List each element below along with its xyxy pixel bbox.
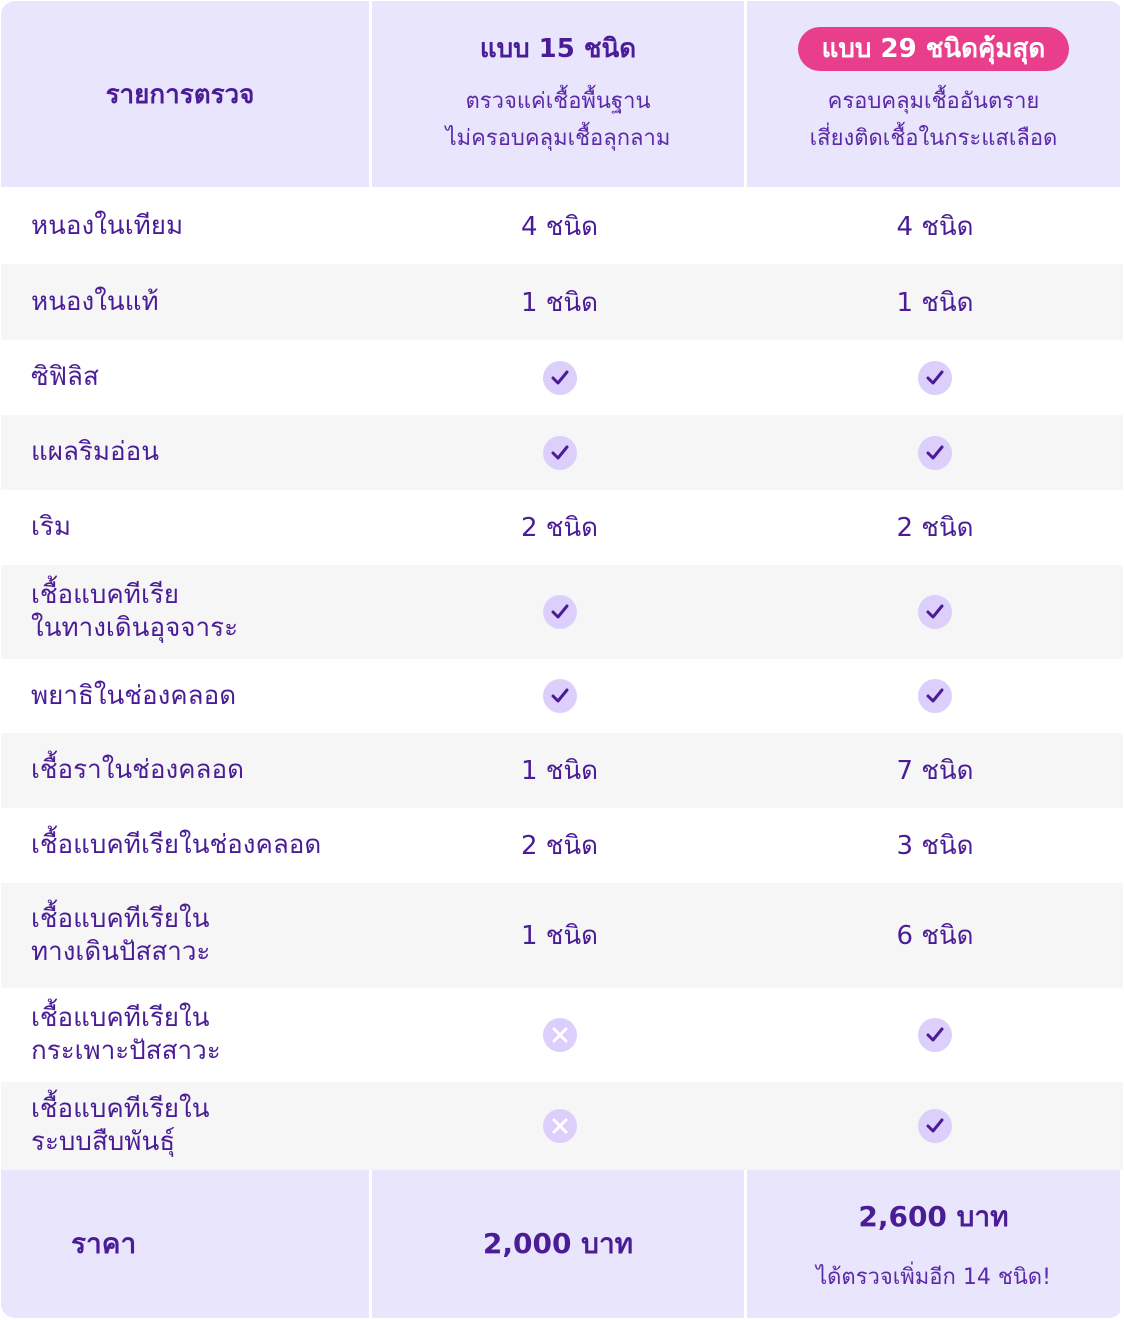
item-label-line1: เชื้อแบคทีเรียใน bbox=[31, 1003, 210, 1033]
table-row bbox=[1, 733, 1123, 808]
plan1-value: 4 ชนิด bbox=[520, 211, 599, 242]
plan1-value: 1 ชนิด bbox=[520, 287, 599, 318]
plan1-value: 1 ชนิด bbox=[520, 921, 599, 951]
item-label-line1: เชื้อแบคทีเรีย bbox=[31, 580, 180, 610]
plan2-value-cell bbox=[747, 988, 1123, 1082]
check-icon bbox=[918, 1018, 952, 1052]
check-icon bbox=[918, 361, 952, 395]
item-label-line2: ระบบสืบพันธุ์ bbox=[31, 1127, 176, 1157]
table-row bbox=[1, 659, 1123, 733]
check-icon bbox=[918, 1109, 952, 1143]
plan2-value-cell bbox=[747, 565, 1123, 659]
item-cell bbox=[1, 733, 372, 808]
plan2-value-cell bbox=[747, 808, 1123, 883]
table-footer bbox=[1, 1170, 1123, 1318]
header-item-cell bbox=[1, 1, 372, 187]
item-cell bbox=[1, 415, 372, 490]
item-label: แผลริมอ่อน bbox=[31, 437, 160, 467]
plan2-value-cell bbox=[747, 883, 1123, 988]
plan2-value-cell bbox=[747, 733, 1123, 808]
check-icon bbox=[543, 361, 577, 395]
item-label-line2: กระเพาะปัสสาวะ bbox=[31, 1036, 221, 1066]
table-row bbox=[1, 264, 1123, 340]
plan2-value: 2 ชนิด bbox=[896, 513, 974, 543]
plan1-price: 2,000 บาท bbox=[482, 1227, 634, 1260]
item-cell bbox=[1, 659, 372, 733]
plan1-value-cell bbox=[372, 883, 747, 988]
item-cell bbox=[1, 1082, 372, 1170]
item-cell bbox=[1, 988, 372, 1082]
plan1-desc-line1: ตรวจแค่เชื้อพื้นฐาน bbox=[465, 89, 651, 114]
check-icon bbox=[543, 679, 577, 713]
item-cell bbox=[1, 264, 372, 340]
item-label: หนองในเทียม bbox=[31, 210, 184, 241]
plan1-value-cell bbox=[372, 264, 747, 340]
plan1-value-cell bbox=[372, 415, 747, 490]
header-item-label: รายการตรวจ bbox=[105, 79, 255, 110]
item-cell bbox=[1, 808, 372, 883]
footer-plan2-cell bbox=[747, 1170, 1120, 1318]
item-label: เชื้อแบคทีเรียในช่องคลอด bbox=[31, 830, 322, 860]
table-row bbox=[1, 1082, 1123, 1170]
check-icon bbox=[543, 595, 577, 629]
table-row bbox=[1, 808, 1123, 883]
plan1-value-cell bbox=[372, 565, 747, 659]
plan1-value-cell bbox=[372, 808, 747, 883]
plan2-price-note: ได้ตรวจเพิ่มอีก 14 ชนิด! bbox=[816, 1264, 1051, 1290]
item-label bbox=[31, 903, 210, 969]
table-row bbox=[1, 883, 1123, 988]
item-label bbox=[31, 1002, 221, 1068]
item-cell bbox=[1, 340, 372, 415]
table-row bbox=[1, 565, 1123, 659]
plan2-value: 4 ชนิด bbox=[896, 211, 974, 242]
price-label: ราคา bbox=[71, 1227, 137, 1260]
table-row bbox=[1, 415, 1123, 490]
plan1-value-cell bbox=[372, 340, 747, 415]
plan2-value-cell bbox=[747, 264, 1123, 340]
check-icon bbox=[918, 436, 952, 470]
comparison-table bbox=[1, 1, 1123, 1318]
plan1-value-cell bbox=[372, 659, 747, 733]
plan1-value: 2 ชนิด bbox=[520, 513, 599, 543]
item-label: ซิฟิลิส bbox=[31, 362, 99, 392]
table-row bbox=[1, 188, 1123, 264]
plan2-value: 7 ชนิด bbox=[896, 756, 974, 786]
x-icon bbox=[543, 1018, 577, 1052]
check-icon bbox=[918, 679, 952, 713]
plan2-badge: แบบ 29 ชนิดคุ้มสุด bbox=[798, 27, 1070, 71]
item-cell bbox=[1, 490, 372, 565]
plan2-value: 1 ชนิด bbox=[896, 287, 974, 318]
plan1-value-cell bbox=[372, 490, 747, 565]
item-label: หนองในแท้ bbox=[31, 286, 159, 317]
item-label-line1: เชื้อแบคทีเรียใน bbox=[31, 1094, 210, 1124]
plan2-value-cell bbox=[747, 188, 1123, 264]
item-label bbox=[31, 1093, 210, 1159]
table-row bbox=[1, 988, 1123, 1082]
footer-plan1-cell bbox=[372, 1170, 747, 1318]
item-label-line2: ในทางเดินอุจจาระ bbox=[31, 613, 239, 643]
plan2-value-cell bbox=[747, 490, 1123, 565]
plan1-value-cell bbox=[372, 1082, 747, 1170]
header-plan1-cell bbox=[372, 1, 747, 187]
item-cell bbox=[1, 565, 372, 659]
plan2-value: 6 ชนิด bbox=[896, 921, 974, 951]
item-cell bbox=[1, 188, 372, 264]
plan2-desc-line1: ครอบคลุมเชื้ออันตราย bbox=[827, 89, 1040, 114]
plan1-name: แบบ 15 ชนิด bbox=[479, 34, 637, 64]
footer-label-cell bbox=[1, 1170, 372, 1318]
plan2-value-cell bbox=[747, 659, 1123, 733]
plan1-value: 2 ชนิด bbox=[520, 831, 599, 861]
item-label: เชื้อราในช่องคลอด bbox=[31, 755, 244, 785]
item-cell bbox=[1, 883, 372, 988]
item-label: พยาธิในช่องคลอด bbox=[31, 680, 237, 711]
item-label-line2: ทางเดินปัสสาวะ bbox=[31, 936, 211, 967]
check-icon bbox=[543, 436, 577, 470]
plan1-value: 1 ชนิด bbox=[520, 756, 599, 786]
plan1-desc-line2: ไม่ครอบคลุมเชื้อลุกลาม bbox=[445, 126, 671, 151]
check-icon bbox=[918, 595, 952, 629]
plan2-value-cell bbox=[747, 415, 1123, 490]
item-label: เริม bbox=[31, 512, 71, 542]
plan1-description bbox=[446, 83, 671, 157]
plan1-value-cell bbox=[372, 188, 747, 264]
table-row bbox=[1, 340, 1123, 415]
plan2-value: 3 ชนิด bbox=[896, 831, 974, 861]
table-row bbox=[1, 490, 1123, 565]
plan2-value-cell bbox=[747, 1082, 1123, 1170]
plan2-desc-line2: เสี่ยงติดเชื้อในกระแสเลือด bbox=[809, 126, 1058, 151]
item-label-line1: เชื้อแบคทีเรียใน bbox=[31, 903, 210, 934]
header-plan2-cell bbox=[747, 1, 1120, 187]
plan1-value-cell bbox=[372, 988, 747, 1082]
plan2-description bbox=[810, 83, 1058, 157]
plan2-price: 2,600 บาท bbox=[858, 1199, 1009, 1233]
x-icon bbox=[543, 1109, 577, 1143]
plan2-value-cell bbox=[747, 340, 1123, 415]
table-header bbox=[1, 1, 1123, 187]
plan1-value-cell bbox=[372, 733, 747, 808]
item-label bbox=[31, 579, 238, 645]
